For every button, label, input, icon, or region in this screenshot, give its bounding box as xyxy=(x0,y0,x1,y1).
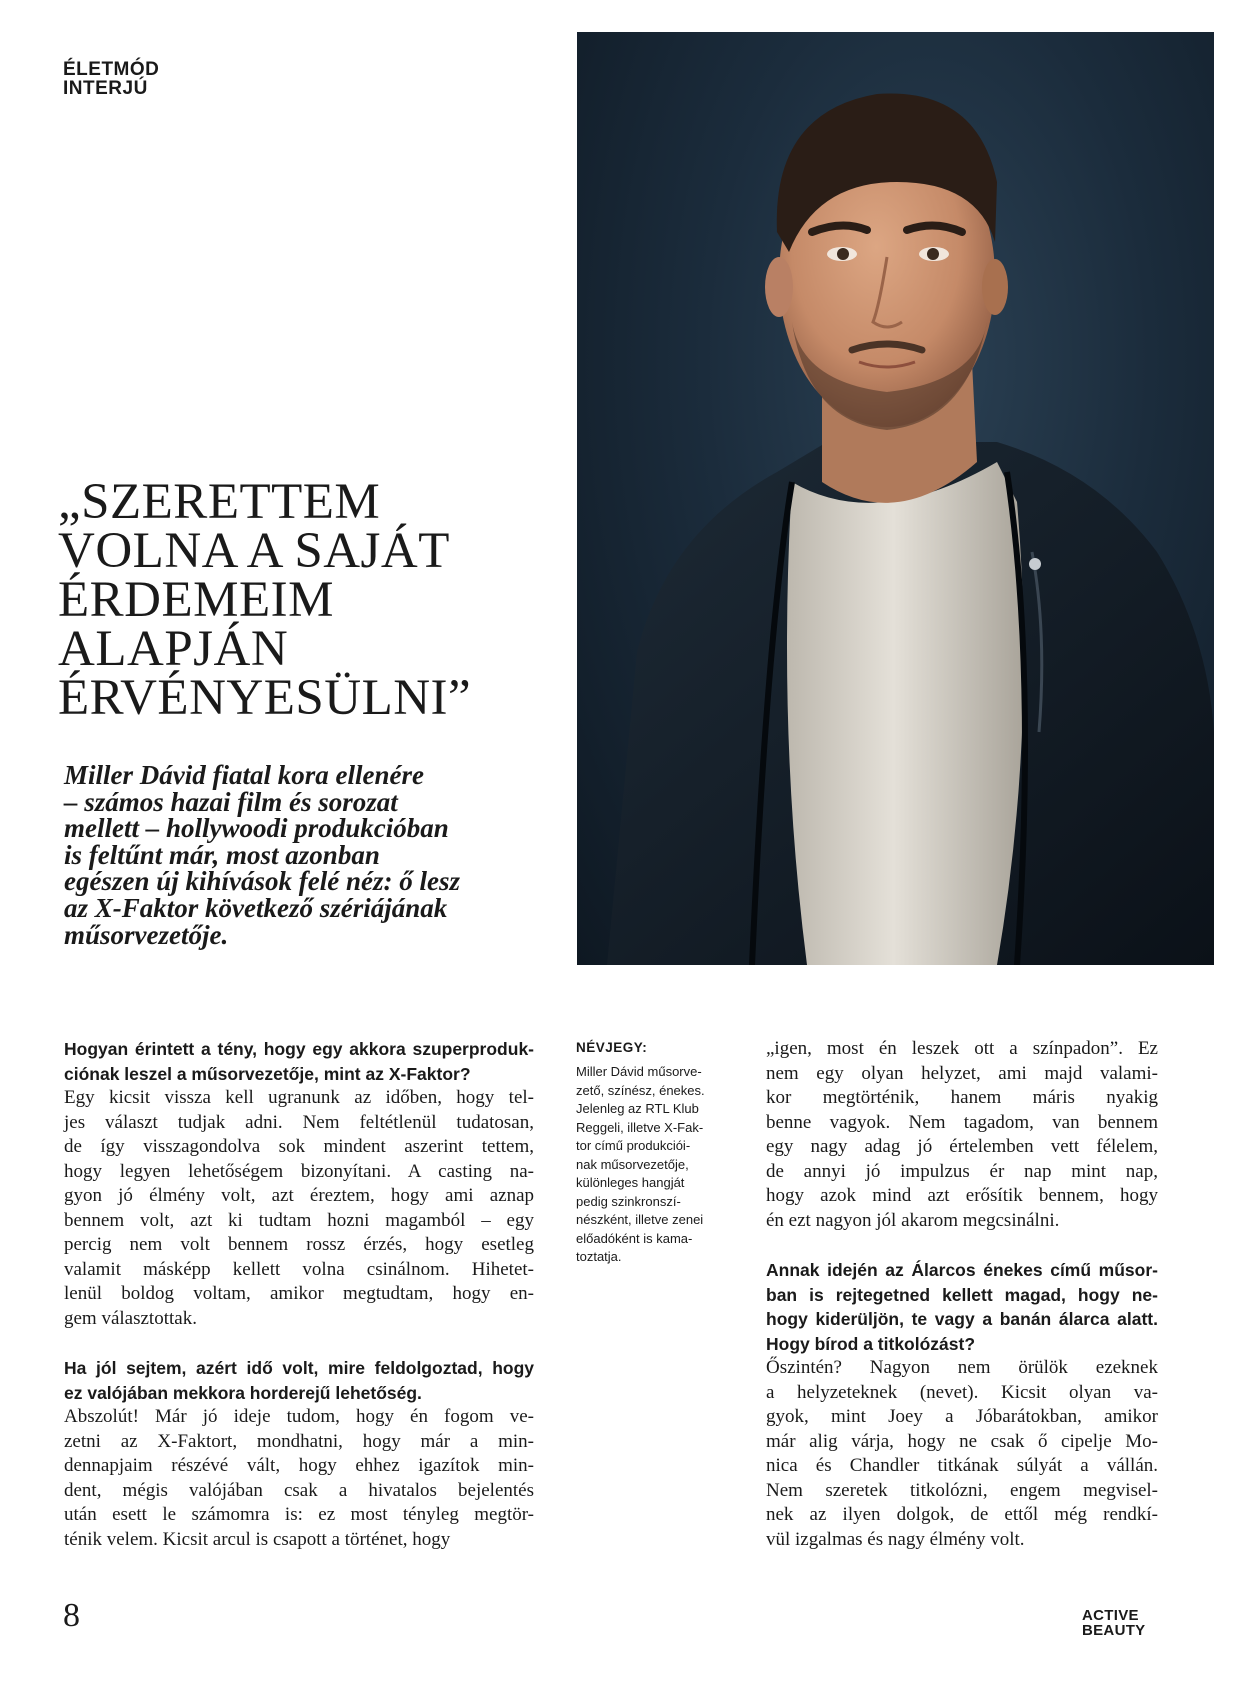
profile-card-title: NÉVJEGY: xyxy=(576,1040,648,1055)
answer-line: Egy kicsit vissza kell ugranunk az időben, hogy tel- xyxy=(64,1087,534,1108)
answer-line: gem választottak. xyxy=(64,1307,197,1329)
answer-line: hogy azok mind azt erősítik bennem, hogy xyxy=(766,1185,1158,1206)
answer-line: valamit másképp kellett volna csinálnom. Hihetet- xyxy=(64,1258,534,1280)
interview-question xyxy=(766,1258,1158,1356)
answer-line: én ezt nagyon jól akarom megcsinálni. xyxy=(766,1209,1060,1231)
profile-card-line: pedig szinkronszí- xyxy=(576,1193,681,1209)
profile-card-line: Jelenleg az RTL Klub xyxy=(576,1101,699,1116)
question-line: Hogy bírod a titkolózást? xyxy=(766,1333,976,1354)
lead-line: műsorvezetője. xyxy=(64,919,229,950)
question-line: ez valójában mekkora horderejű lehetőség. xyxy=(64,1382,422,1403)
answer-line: Abszolút! Már jó ideje tudom, hogy én fogom ve- xyxy=(64,1406,534,1427)
answer-line: jes választ tudjak adni. Nem feltétlenül tudatosan, xyxy=(64,1111,534,1133)
interview-question xyxy=(64,1037,534,1086)
interview-column-left xyxy=(64,1037,534,1552)
answer-line: nek az ilyen dolgok, de ettől még rendkí- xyxy=(766,1504,1158,1525)
lead-line: Miller Dávid fiatal kora ellenére xyxy=(64,760,424,790)
lead-paragraph xyxy=(64,762,544,948)
answer-line: ténik velem. Kicsit arcul is csapott a történet, hogy xyxy=(64,1528,451,1550)
interview-answer xyxy=(64,1405,534,1552)
question-line: Hogyan érintett a tény, hogy egy akkora szuperproduk- xyxy=(64,1039,534,1059)
headline-line: „SZERETTEM xyxy=(58,474,381,530)
answer-line: gyok, mint Joey a Jóbarátokban, amikor xyxy=(766,1406,1158,1427)
answer-line: nica és Chandler titkának súlyát a vállán. xyxy=(766,1455,1158,1476)
answer-line: Őszintén? Nagyon nem örülök ezeknek xyxy=(766,1357,1158,1378)
interview-column-right xyxy=(766,1037,1158,1552)
portrait-illustration xyxy=(577,32,1214,965)
headline-line: VOLNA A SAJÁT xyxy=(58,523,450,579)
paragraph-gap xyxy=(766,1233,1158,1258)
lead-line: az X-Faktor következő szériájának xyxy=(64,892,448,923)
tshirt xyxy=(787,462,1024,965)
answer-line: benne vagyok. Nem tagadom, van bennem xyxy=(766,1111,1158,1133)
portrait-photo xyxy=(577,32,1214,965)
headline xyxy=(58,474,558,726)
answer-line: dennapjaim részévé vált, hogy ehhez igazítok min- xyxy=(64,1455,534,1476)
section-type: INTERJÚ xyxy=(63,78,148,99)
answer-line: Nem szeretek titkolózni, engem megvisel- xyxy=(766,1479,1158,1501)
lead-line: – számos hazai film és sorozat xyxy=(64,786,398,817)
answer-line: de így visszagondolva sok mindent aszerint tettem, xyxy=(64,1136,534,1157)
answer-line: de annyi jó impulzus ér nap mint nap, xyxy=(766,1160,1158,1182)
lead-line: egészen új kihívások felé néz: ő lesz xyxy=(64,866,460,897)
answer-line: nem egy olyan helyzet, ami majd valami- xyxy=(766,1062,1158,1084)
question-line: ciónak leszel a műsorvezetője, mint az X-Faktor? xyxy=(64,1063,471,1084)
headline-line: ALAPJÁN xyxy=(58,621,289,677)
profile-card-line: Reggeli, illetve X-Fak- xyxy=(576,1119,704,1135)
paragraph-gap xyxy=(64,1331,534,1356)
question-line: hogy kiderüljön, te vagy a banán álarca alatt. xyxy=(766,1309,1158,1329)
headline-line: ÉRDEMEIM xyxy=(58,572,334,628)
profile-card-line: nészként, illetve zenei xyxy=(576,1212,704,1227)
answer-line: dent, mégis valójában csak a hivatalos bejelentés xyxy=(64,1479,534,1501)
lead-line: is feltűnt már, most azonban xyxy=(64,839,380,870)
brand-line: ACTIVE xyxy=(1082,1607,1139,1624)
profile-card-line: nak műsorvezetője, xyxy=(576,1156,689,1172)
interview-answer xyxy=(766,1356,1158,1552)
answer-line: után esett le számomra is: ez most tényleg megtör- xyxy=(64,1504,534,1525)
profile-card-line: zető, színész, énekes. xyxy=(576,1082,705,1098)
answer-line: hogy legyen lehetőségem bizonyítani. A casting na- xyxy=(64,1160,534,1182)
page-number: 8 xyxy=(63,1597,80,1634)
interview-answer xyxy=(64,1086,534,1331)
answer-line: kor megtörténik, hanem máris nyakig xyxy=(766,1087,1158,1108)
answer-line: lenül boldog voltam, amikor megtudtam, hogy en- xyxy=(64,1283,534,1304)
headline-line: ÉRVÉNYESÜLNI” xyxy=(58,670,472,726)
answer-line: gyon jó élmény volt, azt éreztem, hogy ami aznap xyxy=(64,1185,534,1206)
lead-line: mellett – hollywoodi produkcióban xyxy=(64,813,449,844)
profile-card xyxy=(576,1040,736,1267)
section-category: ÉLETMÓD xyxy=(63,59,160,80)
answer-line: vül izgalmas és nagy élmény volt. xyxy=(766,1528,1025,1550)
profile-card-line: különleges hangját xyxy=(576,1175,685,1190)
answer-line: a helyzeteknek (nevet). Kicsit olyan va- xyxy=(766,1381,1158,1403)
brand-logo xyxy=(1082,1608,1145,1638)
interview-question xyxy=(64,1356,534,1405)
answer-line: percig nem volt bennem rossz érzés, hogy esetleg xyxy=(64,1234,534,1255)
question-line: Annak idején az Álarcos énekes című műsor- xyxy=(766,1260,1158,1280)
brand-line: BEAUTY xyxy=(1082,1622,1146,1639)
answer-line: zetni az X-Faktort, mondhatni, hogy már a min- xyxy=(64,1430,534,1452)
question-line: Ha jól sejtem, azért idő volt, mire feldolgoztad, hogy xyxy=(64,1358,534,1378)
answer-line: „igen, most én leszek ott a színpadon”. Ez xyxy=(766,1038,1158,1059)
answer-line: már alig várja, hogy ne csak ő cipelje Mo- xyxy=(766,1430,1158,1452)
profile-card-line: toztatja. xyxy=(576,1249,622,1264)
profile-card-line: tor című produkciói- xyxy=(576,1138,691,1153)
profile-card-line: Miller Dávid műsorve- xyxy=(576,1064,702,1079)
profile-card-line: előadóként is kama- xyxy=(576,1230,693,1246)
section-tag xyxy=(63,60,159,98)
interview-answer xyxy=(766,1037,1158,1233)
answer-line: bennem volt, azt ki tudtam hozni magamból – egy xyxy=(64,1209,534,1231)
question-line: ban is rejtegetned kellett magad, hogy ne- xyxy=(766,1284,1158,1305)
answer-line: egy nagy adag jó értelemben vett félelem, xyxy=(766,1136,1158,1157)
profile-card-body xyxy=(576,1063,736,1267)
